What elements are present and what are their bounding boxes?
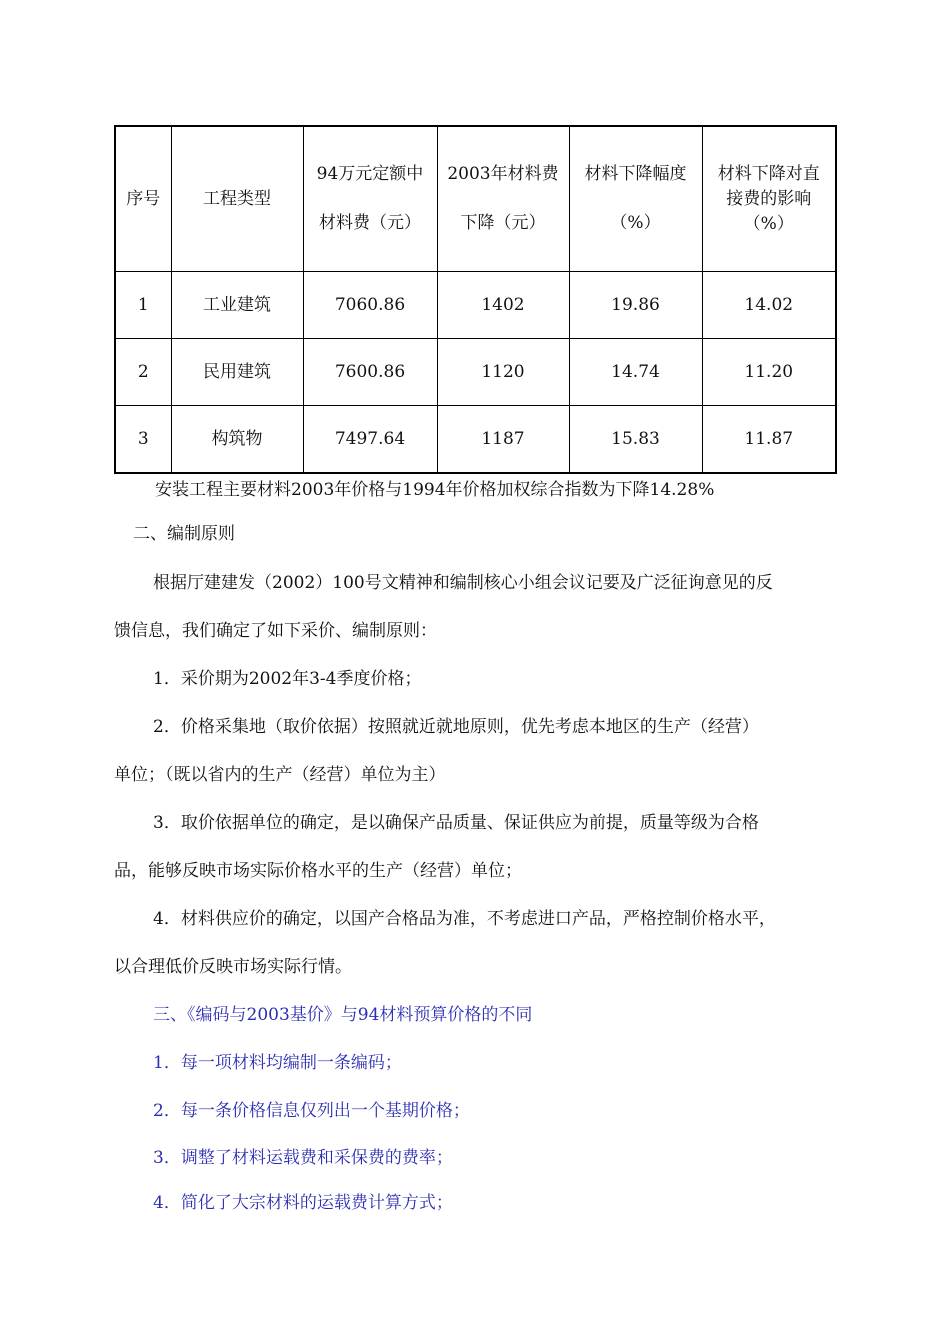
table-row — [115, 272, 836, 339]
table-cell: 构筑物 — [171, 406, 303, 474]
section2-intro-line1: 根据厅建建发（2002）100号文精神和编制核心小组会议记要及广泛征询意见的反 — [153, 573, 773, 593]
table-cell: 7497.64 — [303, 406, 437, 474]
principle-item-3-line2: 品，能够反映市场实际价格水平的生产（经营）单位； — [114, 861, 522, 881]
section2-heading: 二、编制原则 — [133, 524, 235, 544]
section2-intro-line2: 馈信息，我们确定了如下采价、编制原则： — [114, 621, 437, 641]
table-cell: 19.86 — [569, 272, 702, 339]
difference-item-3: 3．调整了材料运载费和采保费的费率； — [153, 1148, 453, 1168]
table-cell: 1120 — [437, 339, 569, 406]
table-cell: 11.20 — [702, 339, 836, 406]
principle-item-4-line2: 以合理低价反映市场实际行情。 — [114, 957, 352, 977]
table-cell: 1402 — [437, 272, 569, 339]
table-cell: 1 — [115, 272, 171, 339]
table-header-row — [115, 126, 836, 272]
principle-item-3-line1: 3．取价依据单位的确定，是以确保产品质量、保证供应为前提，质量等级为合格 — [153, 813, 759, 833]
table-row — [115, 339, 836, 406]
table-row — [115, 406, 836, 474]
header-project-type: 工程类型 — [171, 126, 303, 272]
table-cell: 1187 — [437, 406, 569, 474]
principle-item-2-line2: 单位；（既以省内的生产（经营）单位为主） — [114, 765, 446, 785]
header-direct-cost-impact: 材料下降对直 接费的影响 （%） — [702, 126, 836, 272]
table-cell: 7060.86 — [303, 272, 437, 339]
table-cell: 15.83 — [569, 406, 702, 474]
table-cell: 民用建筑 — [171, 339, 303, 406]
difference-item-1: 1．每一项材料均编制一条编码； — [153, 1053, 402, 1073]
header-2003-cost-decrease: 2003年材料费 下降（元） — [437, 126, 569, 272]
table-cell: 7600.86 — [303, 339, 437, 406]
table-cell: 3 — [115, 406, 171, 474]
header-serial-number: 序号 — [115, 126, 171, 272]
table-cell: 14.74 — [569, 339, 702, 406]
difference-item-4: 4．简化了大宗材料的运载费计算方式； — [153, 1193, 453, 1213]
principle-item-2-line1: 2．价格采集地（取价依据）按照就近就地原则，优先考虑本地区的生产（经营） — [153, 717, 759, 737]
table-cell: 14.02 — [702, 272, 836, 339]
table-cell: 工业建筑 — [171, 272, 303, 339]
difference-item-2: 2．每一条价格信息仅列出一个基期价格； — [153, 1101, 470, 1121]
table-cell: 2 — [115, 339, 171, 406]
installation-index-note: 安装工程主要材料2003年价格与1994年价格加权综合指数为下降14.28% — [155, 480, 715, 500]
section3-heading: 三、《编码与2003基价》与94材料预算价格的不同 — [153, 1005, 533, 1025]
header-decrease-percentage: 材料下降幅度 （%） — [569, 126, 702, 272]
table-cell: 11.87 — [702, 406, 836, 474]
principle-item-4-line1: 4．材料供应价的确定，以国产合格品为准，不考虑进口产品，严格控制价格水平， — [153, 909, 776, 929]
material-cost-table — [114, 125, 837, 474]
principle-item-1: 1．采价期为2002年3-4季度价格； — [153, 669, 422, 689]
header-1994-material-cost: 94万元定额中 材料费（元） — [303, 126, 437, 272]
